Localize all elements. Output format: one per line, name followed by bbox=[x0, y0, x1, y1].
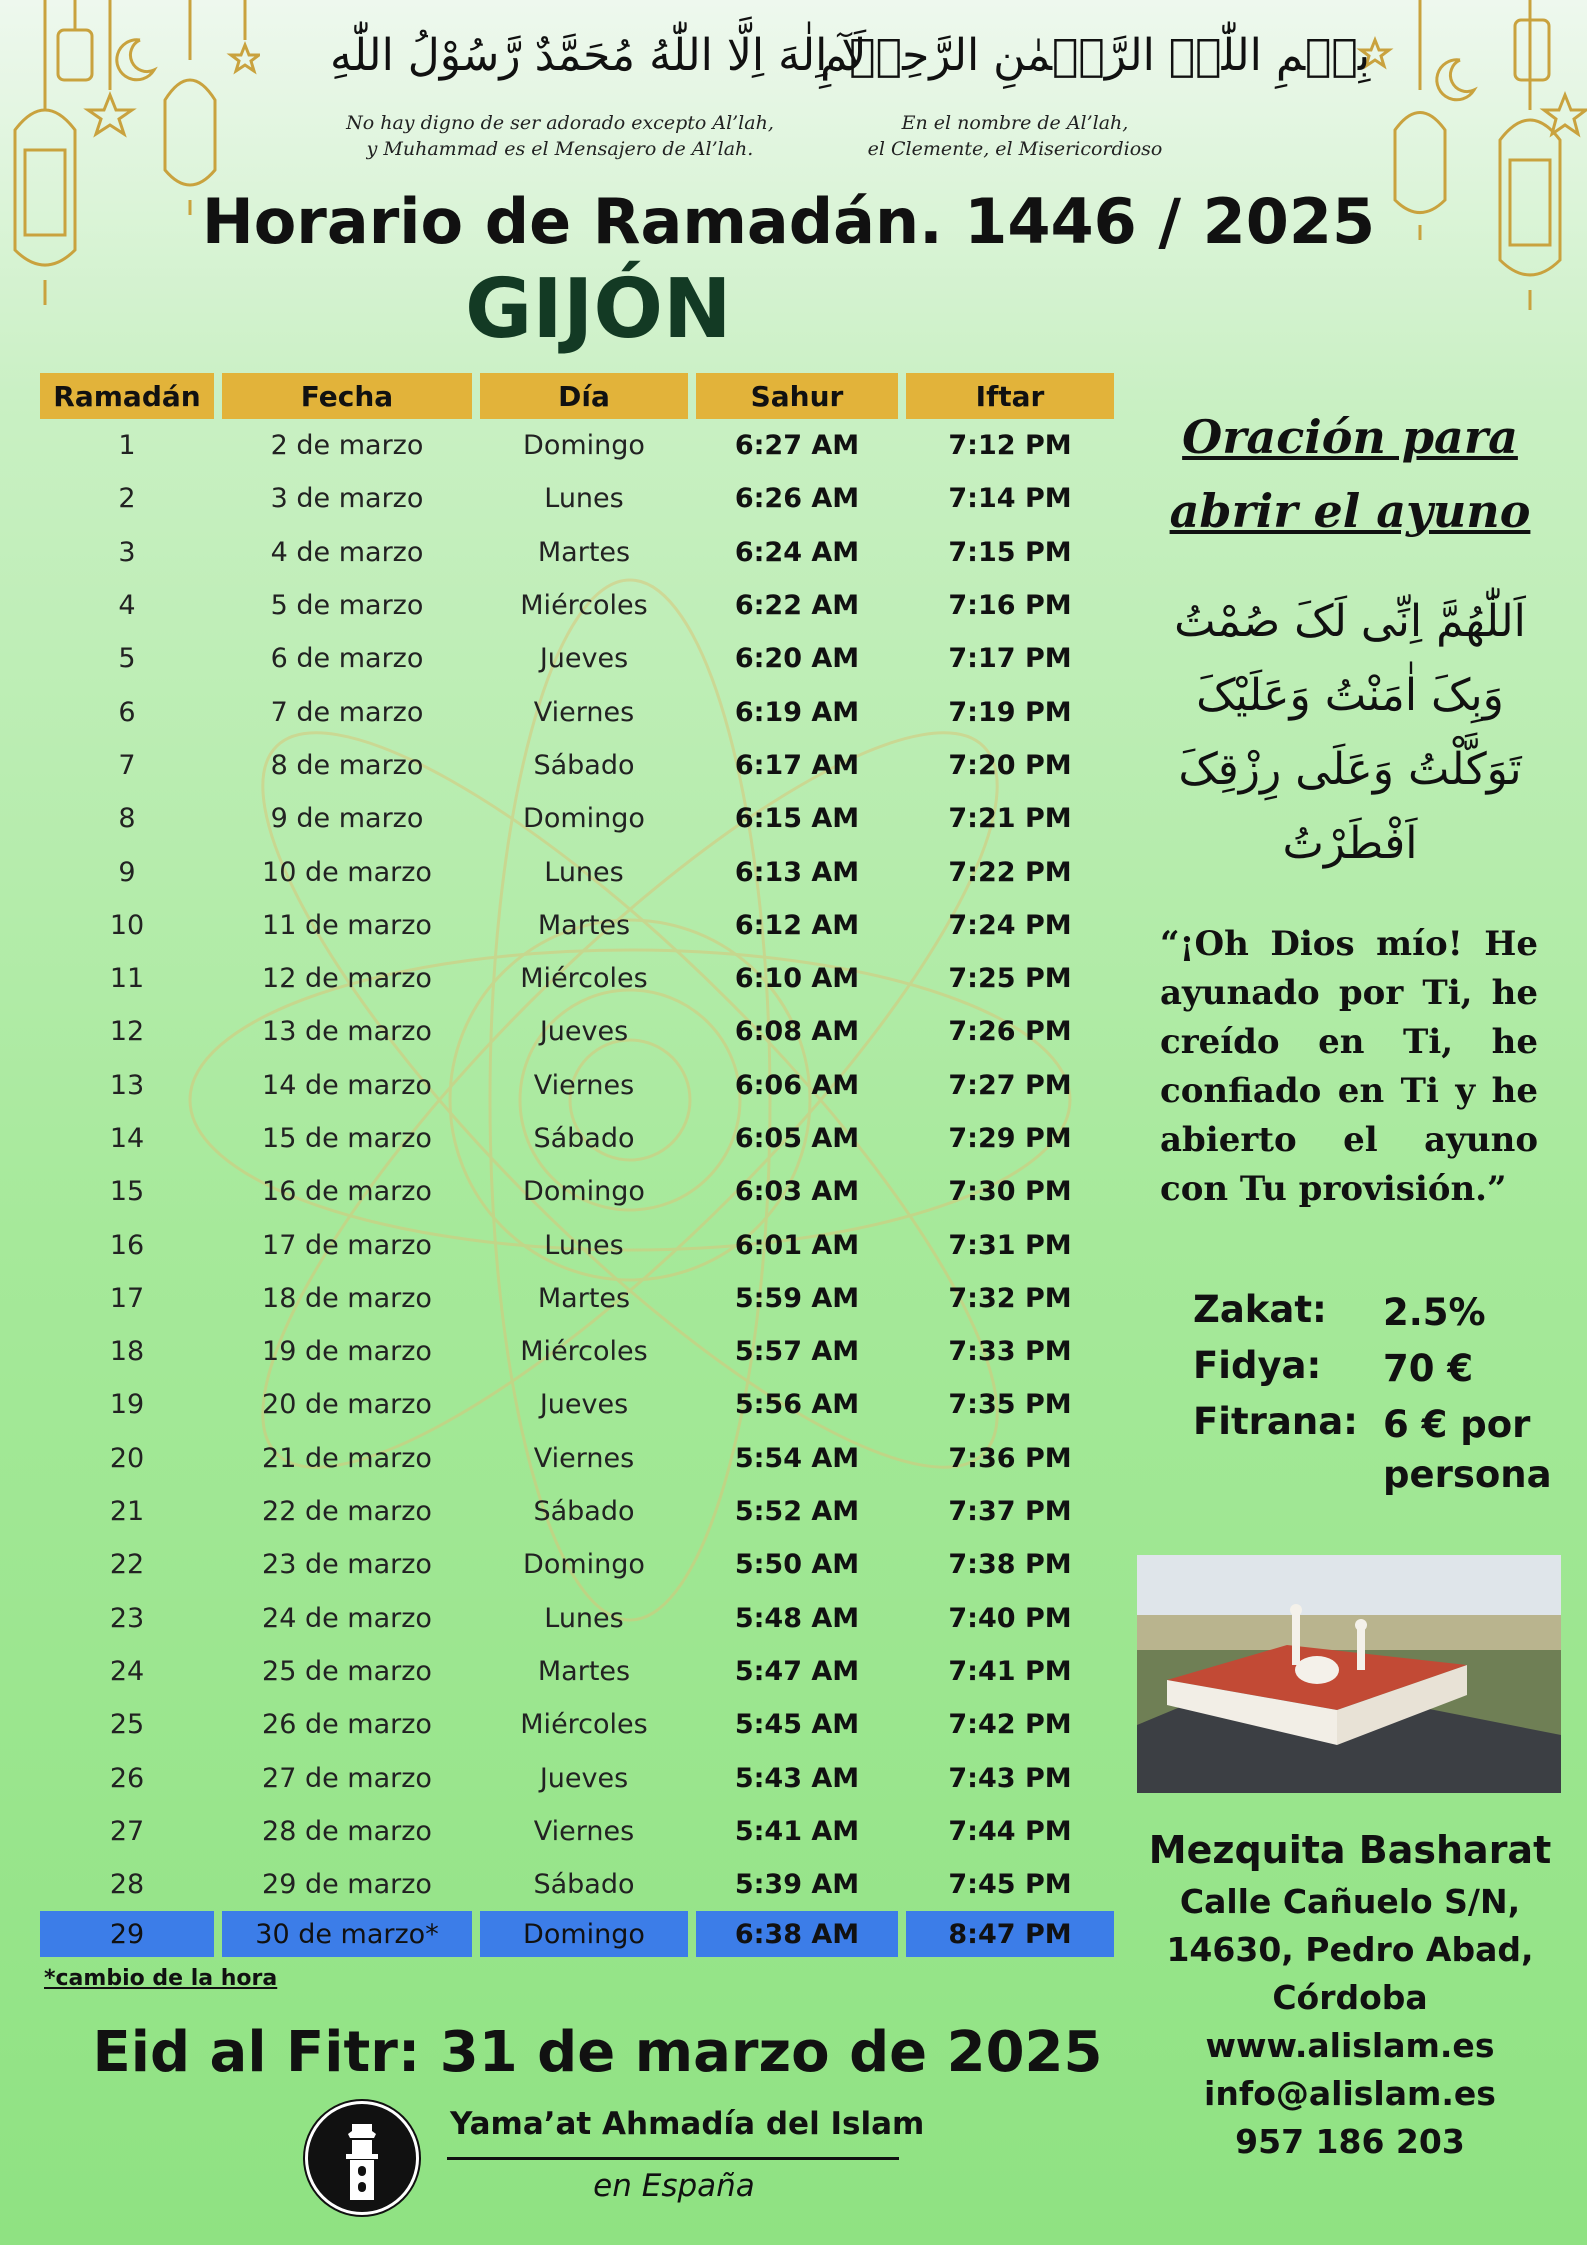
time-change-note: *cambio de la hora bbox=[44, 1966, 278, 1991]
cell-date: 25 de marzo bbox=[262, 1655, 432, 1687]
col-header-fecha: Fecha bbox=[222, 373, 472, 419]
cell-sahur-time: 6:27 AM bbox=[734, 430, 860, 462]
address-line-1: Calle Cañuelo S/N, bbox=[1179, 1882, 1521, 1921]
table-row bbox=[40, 632, 1114, 685]
cell-sahur-time: 6:08 AM bbox=[734, 1016, 860, 1048]
cell-day-number: 23 bbox=[109, 1602, 145, 1634]
cell-iftar-time: 7:29 PM bbox=[948, 1123, 1072, 1154]
cell-day-number: 26 bbox=[109, 1762, 145, 1794]
cell-weekday: Martes bbox=[537, 536, 631, 568]
cell-iftar-time: 7:32 PM bbox=[948, 1282, 1072, 1314]
table-row bbox=[40, 1538, 1114, 1591]
table-row bbox=[40, 1858, 1114, 1911]
org-subtitle: en España bbox=[593, 2168, 755, 2204]
bismillah-line-1: En el nombre de Al’lah, bbox=[901, 112, 1129, 134]
col-header-sahur: Sahur bbox=[696, 373, 898, 419]
cell-sahur-time: 5:52 AM bbox=[734, 1496, 860, 1528]
cell-iftar-time: 7:30 PM bbox=[948, 1176, 1072, 1208]
cell-weekday: Lunes bbox=[544, 483, 624, 515]
cell-sahur-time: 6:26 AM bbox=[734, 483, 860, 515]
cell-weekday: Martes bbox=[537, 1655, 631, 1687]
cell-day-number: 3 bbox=[118, 536, 136, 568]
table-row bbox=[40, 1378, 1114, 1431]
cell-iftar-time: 7:20 PM bbox=[948, 749, 1072, 781]
shahada-arabic: لَآ اِلٰهَ اِلَّا اللّٰهُ مُحَمَّدٌ رَّسُوْلُ اللّٰهِ bbox=[330, 30, 867, 81]
cell-iftar-time: 7:14 PM bbox=[948, 483, 1072, 515]
cell-date: 23 de marzo bbox=[262, 1549, 432, 1581]
cell-day-number: 7 bbox=[118, 749, 136, 781]
cell-sahur-time: 5:50 AM bbox=[734, 1549, 860, 1581]
cell-day-number: 10 bbox=[109, 909, 145, 941]
prayer-title-line-2: abrir el ayuno bbox=[1169, 484, 1531, 538]
cell-iftar-time: 7:25 PM bbox=[948, 963, 1072, 995]
cell-weekday: Viernes bbox=[533, 1815, 635, 1847]
cell-weekday: Lunes bbox=[544, 1602, 624, 1634]
cell-day-number: 5 bbox=[118, 643, 136, 675]
eid-date: Eid al Fitr: 31 de marzo de 2025 bbox=[92, 2020, 1103, 2085]
page-title: Horario de Ramadán. 1446 / 2025 bbox=[201, 185, 1376, 258]
cell-date: 9 de marzo bbox=[270, 803, 424, 835]
bismillah-line-2: el Clemente, el Misericordioso bbox=[867, 138, 1163, 160]
cell-iftar-time: 7:15 PM bbox=[948, 536, 1072, 568]
fidya-row bbox=[1193, 1344, 1553, 1400]
table-row bbox=[40, 1112, 1114, 1165]
lantern-decoration-right bbox=[1350, 0, 1587, 320]
cell-day-number: 17 bbox=[109, 1282, 145, 1314]
cell-sahur-time: 6:06 AM bbox=[734, 1069, 860, 1101]
cell-iftar-time: 7:16 PM bbox=[948, 590, 1072, 622]
cell-iftar-time: 7:26 PM bbox=[948, 1016, 1072, 1048]
cell-sahur-time: 6:22 AM bbox=[734, 590, 860, 622]
cell-iftar-time: 7:37 PM bbox=[948, 1496, 1072, 1528]
prayer-title-line-1: Oración para bbox=[1182, 410, 1518, 464]
table-row bbox=[40, 1005, 1114, 1058]
ramadan-schedule-table bbox=[32, 373, 1122, 1957]
cell-weekday: Viernes bbox=[533, 696, 635, 728]
cell-iftar-time: 7:12 PM bbox=[948, 430, 1072, 462]
cell-weekday: Sábado bbox=[533, 749, 635, 781]
bismillah-translation bbox=[850, 110, 1180, 162]
cell-weekday: Domingo bbox=[523, 803, 645, 835]
cell-weekday: Domingo bbox=[523, 1549, 645, 1581]
cell-sahur-time: 6:24 AM bbox=[734, 536, 860, 568]
cell-iftar-time: 7:44 PM bbox=[948, 1815, 1072, 1847]
cell-sahur-time: 5:54 AM bbox=[734, 1442, 860, 1474]
zakat-row bbox=[1193, 1288, 1553, 1344]
shahada-translation bbox=[330, 110, 790, 162]
cell-iftar-time: 7:17 PM bbox=[948, 643, 1072, 675]
prayer-title bbox=[1150, 400, 1550, 548]
address-line-3: Córdoba bbox=[1272, 1978, 1428, 2017]
prayer-translation: “¡Oh Dios mío! He ayunado por Ti, he creído en Ti, he confiado en Ti y he abierto el ayuno con Tu provisión.” bbox=[1160, 924, 1538, 1209]
cell-weekday: Sábado bbox=[533, 1496, 635, 1528]
zakat-value: 2.5% bbox=[1383, 1291, 1486, 1334]
cell-sahur-time: 6:01 AM bbox=[734, 1229, 860, 1261]
mosque-photo bbox=[1137, 1555, 1561, 1793]
org-name: Yama’at Ahmadía del Islam bbox=[450, 2106, 925, 2142]
table-row bbox=[40, 1165, 1114, 1218]
cell-day-number: 15 bbox=[109, 1176, 145, 1208]
cell-weekday: Sábado bbox=[533, 1869, 635, 1901]
cell-date: 14 de marzo bbox=[262, 1069, 432, 1101]
cell-date: 7 de marzo bbox=[270, 696, 424, 728]
cell-iftar-time: 7:42 PM bbox=[948, 1709, 1072, 1741]
table-row bbox=[40, 845, 1114, 898]
cell-date: 26 de marzo bbox=[262, 1709, 432, 1741]
fitrana-value-line-2: persona bbox=[1383, 1453, 1552, 1496]
cell-weekday: Lunes bbox=[544, 1229, 624, 1261]
cell-weekday: Martes bbox=[537, 1282, 631, 1314]
website-link[interactable]: www.alislam.es bbox=[1205, 2026, 1495, 2065]
cell-sahur-time: 5:39 AM bbox=[734, 1869, 860, 1901]
cell-sahur-time: 6:13 AM bbox=[734, 856, 860, 888]
cell-sahur-time: 6:20 AM bbox=[734, 643, 860, 675]
table-row bbox=[40, 1485, 1114, 1538]
cell-iftar-time: 7:36 PM bbox=[948, 1442, 1072, 1474]
fitrana-row bbox=[1193, 1400, 1553, 1500]
cell-day-number: 28 bbox=[109, 1869, 145, 1901]
prayer-arabic-line-4: اَفْطَرْتُ bbox=[1282, 818, 1418, 869]
org-divider bbox=[447, 2157, 899, 2160]
cell-iftar-time: 7:27 PM bbox=[948, 1069, 1072, 1101]
cell-sahur-time: 6:03 AM bbox=[734, 1176, 860, 1208]
table-row bbox=[40, 792, 1114, 845]
shahada-line-1: No hay digno de ser adorado excepto Al’lah, bbox=[346, 112, 774, 134]
cell-iftar-time: 7:43 PM bbox=[948, 1762, 1072, 1794]
ahmadiyya-minaret-logo bbox=[305, 2101, 419, 2215]
cell-sahur-time: 6:12 AM bbox=[734, 909, 860, 941]
cell-date: 19 de marzo bbox=[262, 1336, 432, 1368]
table-row bbox=[40, 472, 1114, 525]
cell-sahur-time: 5:56 AM bbox=[734, 1389, 860, 1421]
col-header-iftar: Iftar bbox=[906, 373, 1114, 419]
cell-day-number: 27 bbox=[109, 1815, 145, 1847]
table-header-row bbox=[40, 373, 1114, 419]
cell-sahur-time: 5:47 AM bbox=[734, 1655, 860, 1687]
table-row bbox=[40, 739, 1114, 792]
cell-date: 27 de marzo bbox=[262, 1762, 432, 1794]
cell-iftar-time: 7:31 PM bbox=[948, 1229, 1072, 1261]
table-row bbox=[40, 1751, 1114, 1804]
cell-date: 6 de marzo bbox=[270, 643, 424, 675]
page-title-wrap bbox=[0, 185, 1587, 258]
table-row bbox=[40, 1592, 1114, 1645]
table-row bbox=[40, 1911, 1114, 1957]
city-name: GIJÓN bbox=[465, 262, 732, 357]
cell-sahur-time: 5:48 AM bbox=[734, 1602, 860, 1634]
minaret-icon bbox=[308, 2104, 416, 2212]
cell-date: 28 de marzo bbox=[262, 1815, 432, 1847]
table-row bbox=[40, 1805, 1114, 1858]
cell-weekday: Miércoles bbox=[520, 1336, 648, 1368]
col-header-dia: Día bbox=[480, 373, 688, 419]
prayer-arabic-line-1: اَللّٰھُمَّ اِنِّی لَکَ صُمْتُ bbox=[1174, 596, 1526, 647]
cell-sahur-time: 5:57 AM bbox=[734, 1336, 860, 1368]
cell-date: 20 de marzo bbox=[262, 1389, 432, 1421]
cell-sahur-time: 6:17 AM bbox=[734, 749, 860, 781]
cell-weekday: Domingo bbox=[523, 1176, 645, 1208]
cell-day-number: 9 bbox=[118, 856, 136, 888]
table-row bbox=[40, 526, 1114, 579]
cell-weekday: Sábado bbox=[533, 1123, 635, 1154]
cell-day-number: 29 bbox=[40, 1911, 214, 1957]
table-row bbox=[40, 579, 1114, 632]
cell-iftar-time: 7:33 PM bbox=[948, 1336, 1072, 1368]
cell-day-number: 1 bbox=[118, 430, 136, 462]
shahada-line-2: y Muhammad es el Mensajero de Al’lah. bbox=[366, 138, 754, 160]
cell-day-number: 4 bbox=[118, 590, 136, 622]
cell-iftar-time: 7:35 PM bbox=[948, 1389, 1072, 1421]
lantern-decoration-left bbox=[0, 0, 260, 320]
cell-weekday: Jueves bbox=[539, 1016, 629, 1048]
table-row bbox=[40, 1325, 1114, 1378]
table-row bbox=[40, 685, 1114, 738]
cell-sahur-time: 5:43 AM bbox=[734, 1762, 860, 1794]
cell-weekday: Viernes bbox=[533, 1069, 635, 1101]
cell-day-number: 19 bbox=[109, 1389, 145, 1421]
cell-date: 29 de marzo bbox=[262, 1869, 432, 1901]
table-row bbox=[40, 419, 1114, 472]
cell-date: 13 de marzo bbox=[262, 1016, 432, 1048]
email-link[interactable]: info@alislam.es bbox=[1204, 2074, 1496, 2113]
cell-iftar-time: 7:40 PM bbox=[948, 1602, 1072, 1634]
cell-weekday: Miércoles bbox=[520, 590, 648, 622]
cell-day-number: 18 bbox=[109, 1336, 145, 1368]
cell-day-number: 22 bbox=[109, 1549, 145, 1581]
cell-iftar-time: 8:47 PM bbox=[906, 1911, 1114, 1957]
table-row bbox=[40, 1432, 1114, 1485]
table-row bbox=[40, 1698, 1114, 1751]
table-row bbox=[40, 1645, 1114, 1698]
cell-date: 18 de marzo bbox=[262, 1282, 432, 1314]
cell-day-number: 14 bbox=[109, 1123, 145, 1154]
address-line-2: 14630, Pedro Abad, bbox=[1166, 1930, 1534, 1969]
cell-date: 16 de marzo bbox=[262, 1176, 432, 1208]
cell-date: 4 de marzo bbox=[270, 536, 424, 568]
fidya-label: Fidya: bbox=[1193, 1344, 1322, 1387]
cell-day-number: 13 bbox=[109, 1069, 145, 1101]
cell-date: 21 de marzo bbox=[262, 1442, 432, 1474]
cell-iftar-time: 7:19 PM bbox=[948, 696, 1072, 728]
cell-iftar-time: 7:45 PM bbox=[948, 1869, 1072, 1901]
cell-iftar-time: 7:22 PM bbox=[948, 856, 1072, 888]
cell-date: 2 de marzo bbox=[270, 430, 424, 462]
cell-date: 3 de marzo bbox=[270, 483, 424, 515]
cell-day-number: 20 bbox=[109, 1442, 145, 1474]
cell-weekday: Viernes bbox=[533, 1442, 635, 1474]
cell-iftar-time: 7:38 PM bbox=[948, 1549, 1072, 1581]
cell-day-number: 12 bbox=[109, 1016, 145, 1048]
cell-date: 11 de marzo bbox=[262, 909, 432, 941]
cell-weekday: Jueves bbox=[539, 1389, 629, 1421]
table-row bbox=[40, 899, 1114, 952]
cell-weekday: Martes bbox=[537, 909, 631, 941]
cell-iftar-time: 7:21 PM bbox=[948, 803, 1072, 835]
cell-date: 17 de marzo bbox=[262, 1229, 432, 1261]
cell-day-number: 21 bbox=[109, 1496, 145, 1528]
cell-weekday: Miércoles bbox=[520, 963, 648, 995]
cell-date: 30 de marzo* bbox=[222, 1911, 472, 1957]
cell-date: 24 de marzo bbox=[262, 1602, 432, 1634]
cell-sahur-time: 5:59 AM bbox=[734, 1282, 860, 1314]
fidya-value: 70 € bbox=[1383, 1347, 1474, 1390]
table-row bbox=[40, 1272, 1114, 1325]
prayer-arabic-line-3: تَوَکَّلْتُ وَعَلَی رِزْقِکَ bbox=[1178, 744, 1522, 795]
cell-iftar-time: 7:24 PM bbox=[948, 909, 1072, 941]
cell-weekday: Miércoles bbox=[520, 1709, 648, 1741]
cell-day-number: 16 bbox=[109, 1229, 145, 1261]
fees-list bbox=[1193, 1288, 1553, 1500]
cell-sahur-time: 5:41 AM bbox=[734, 1815, 860, 1847]
schedule-body bbox=[40, 419, 1114, 1957]
cell-date: 5 de marzo bbox=[270, 590, 424, 622]
cell-date: 22 de marzo bbox=[262, 1496, 432, 1528]
cell-weekday: Lunes bbox=[544, 856, 624, 888]
cell-day-number: 24 bbox=[109, 1655, 145, 1687]
cell-day-number: 6 bbox=[118, 696, 136, 728]
cell-weekday: Jueves bbox=[539, 1762, 629, 1794]
fitrana-label: Fitrana: bbox=[1193, 1400, 1358, 1443]
cell-weekday: Jueves bbox=[539, 643, 629, 675]
col-header-ramadan: Ramadán bbox=[40, 373, 214, 419]
contact-info bbox=[1140, 1822, 1560, 2166]
cell-day-number: 11 bbox=[109, 963, 145, 995]
fitrana-value-line-1: 6 € por bbox=[1383, 1403, 1531, 1446]
cell-date: 8 de marzo bbox=[270, 749, 424, 781]
cell-day-number: 25 bbox=[109, 1709, 145, 1741]
phone-number: 957 186 203 bbox=[1235, 2122, 1465, 2161]
cell-date: 12 de marzo bbox=[262, 963, 432, 995]
cell-weekday: Domingo bbox=[480, 1911, 688, 1957]
cell-sahur-time: 6:38 AM bbox=[696, 1911, 898, 1957]
cell-sahur-time: 5:45 AM bbox=[734, 1709, 860, 1741]
fitrana-value bbox=[1383, 1400, 1553, 1500]
cell-sahur-time: 6:10 AM bbox=[734, 963, 860, 995]
cell-date: 15 de marzo bbox=[262, 1123, 432, 1154]
bismillah-arabic: بِسۡمِ اللّٰہِ الرَّحۡمٰنِ الرَّحِیۡمِ bbox=[820, 30, 1371, 81]
table-row bbox=[40, 1059, 1114, 1112]
zakat-label: Zakat: bbox=[1193, 1288, 1327, 1331]
cell-day-number: 8 bbox=[118, 803, 136, 835]
prayer-arabic-line-2: وَبِکَ اٰمَنْتُ وَعَلَیْکَ bbox=[1196, 670, 1504, 721]
table-row bbox=[40, 952, 1114, 1005]
prayer-arabic bbox=[1140, 585, 1560, 881]
cell-date: 10 de marzo bbox=[262, 856, 432, 888]
cell-day-number: 2 bbox=[118, 483, 136, 515]
cell-sahur-time: 6:05 AM bbox=[734, 1123, 860, 1154]
cell-iftar-time: 7:41 PM bbox=[948, 1655, 1072, 1687]
cell-sahur-time: 6:19 AM bbox=[734, 696, 860, 728]
table-row bbox=[40, 1218, 1114, 1271]
mosque-name: Mezquita Basharat bbox=[1148, 1828, 1552, 1872]
cell-sahur-time: 6:15 AM bbox=[734, 803, 860, 835]
cell-weekday: Domingo bbox=[523, 430, 645, 462]
